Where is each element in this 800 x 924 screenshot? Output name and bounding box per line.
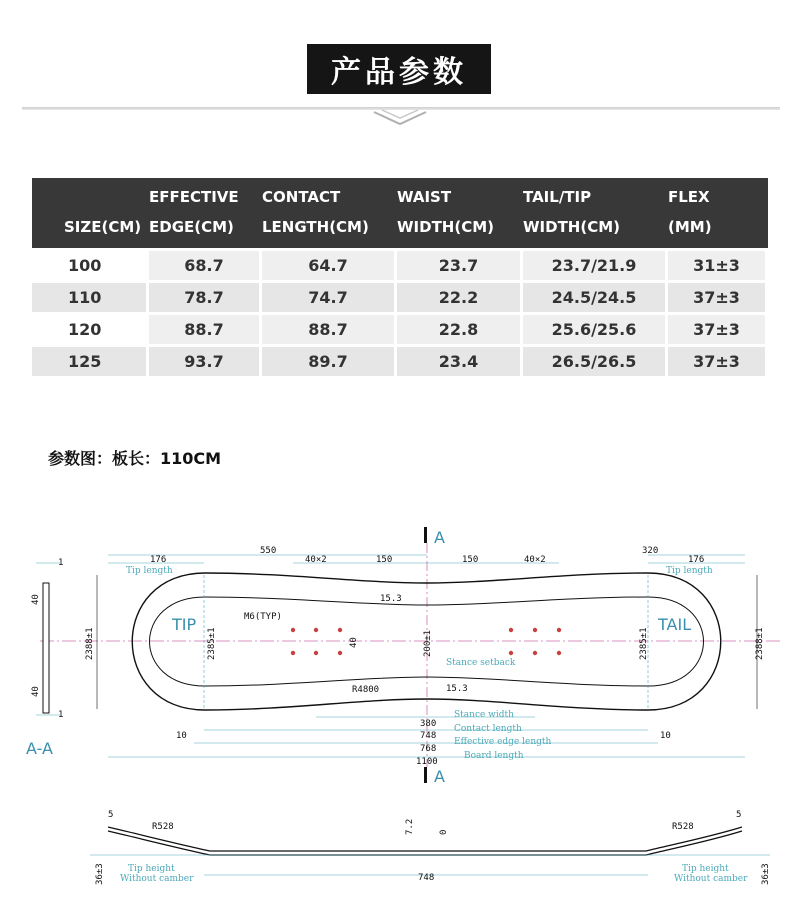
dim-tail-radius: R528 [672, 822, 694, 832]
drawing-subtitle: 参数图：板长：110CM [48, 449, 222, 468]
section-title: 产品参数 [331, 55, 467, 90]
dim-setback-bottom: 15.3 [446, 684, 468, 694]
dim-176-tail: 176 [688, 555, 705, 565]
dim-40x2-left: 40×2 [305, 555, 327, 565]
cell-effective-edge: 88.7 [149, 312, 262, 344]
cell-size: 100 [32, 248, 149, 280]
cell-tail-tip-width: 23.7/21.9 [523, 248, 668, 280]
dim-150-left: 150 [376, 555, 393, 565]
dim-insert-spacing: 40 [349, 637, 359, 648]
table-row [32, 344, 768, 376]
dim-sidecut-radius: R4800 [352, 685, 380, 695]
insert-label: M6(TYP) [244, 612, 282, 622]
table-row [32, 280, 768, 312]
dim-tip-width: 2388±1 [85, 627, 95, 660]
cell-waist-width: 23.7 [397, 248, 523, 280]
tail-label: TAIL [658, 615, 692, 634]
section-mark-bottom [424, 767, 427, 783]
note-contact-length: Contact length [454, 724, 522, 734]
section-title-banner [307, 44, 491, 94]
cell-contact-length: 74.7 [262, 280, 397, 312]
dim-tip-height: 36±3 [95, 863, 105, 885]
side-profile [108, 827, 742, 851]
dim-tail-width: 2388±1 [755, 627, 765, 660]
header-flex: FLEX (MM) [668, 178, 768, 248]
dim-tip-radius: R528 [152, 822, 174, 832]
cell-flex: 31±3 [668, 248, 768, 280]
cell-size: 125 [32, 344, 149, 376]
dim-tail-contact-width: 2385±1 [639, 627, 649, 660]
cross-section-profile [43, 583, 49, 713]
dim-camber-zero: 0 [439, 829, 449, 835]
header-waist-width: WAIST WIDTH(CM) [397, 178, 523, 248]
table-row [32, 248, 768, 280]
dim-tail-thickness: 5 [736, 810, 742, 820]
dim-10-right: 10 [660, 731, 671, 741]
dim-tip-contact-width: 2385±1 [207, 627, 217, 660]
section-label: A-A [26, 739, 53, 758]
dim-768: 768 [420, 744, 437, 754]
note-stance-setback: Stance setback [446, 658, 516, 668]
cell-contact-length: 64.7 [262, 248, 397, 280]
dim-waist-width: 200±1 [423, 629, 433, 657]
dim-550: 550 [260, 546, 277, 556]
dim-tail-height: 36±3 [761, 863, 771, 885]
dim-thickness-bottom: 1 [58, 710, 64, 720]
section-letter-bottom: A [434, 767, 445, 786]
cell-effective-edge: 93.7 [149, 344, 262, 376]
note-tip-height-left: Tip height [128, 864, 175, 874]
dim-1100: 1100 [416, 757, 438, 767]
note-tail-length: Tip length [666, 566, 713, 576]
dim-176-tip: 176 [150, 555, 167, 565]
cell-contact-length: 89.7 [262, 344, 397, 376]
header-contact-length: CONTACT LENGTH(CM) [262, 178, 397, 248]
note-stance-width: Stance width [454, 710, 514, 720]
cell-contact-length: 88.7 [262, 312, 397, 344]
table-header-row [32, 178, 768, 248]
cell-waist-width: 22.2 [397, 280, 523, 312]
dim-40x2-right: 40×2 [524, 555, 546, 565]
header-size: SIZE(CM) [32, 178, 149, 248]
dim-380: 380 [420, 719, 437, 729]
dim-150-right: 150 [462, 555, 479, 565]
header-effective-edge: EFFECTIVE EDGE(CM) [149, 178, 262, 248]
tip-label: TIP [172, 615, 197, 634]
cell-flex: 37±3 [668, 312, 768, 344]
note-tip-height-right: Tip height [682, 864, 729, 874]
dim-edge-bottom: 40 [31, 686, 41, 697]
note-without-camber-right: Without camber [674, 874, 748, 884]
cell-size: 120 [32, 312, 149, 344]
cell-flex: 37±3 [668, 344, 768, 376]
cell-size: 110 [32, 280, 149, 312]
note-tip-length: Tip length [126, 566, 173, 576]
dim-10-left: 10 [176, 731, 187, 741]
cell-effective-edge: 68.7 [149, 248, 262, 280]
cell-tail-tip-width: 25.6/25.6 [523, 312, 668, 344]
board-technical-drawing [0, 505, 800, 900]
dim-tip-thickness: 5 [108, 810, 114, 820]
note-board-length: Board length [464, 751, 524, 761]
dim-748-profile: 748 [418, 873, 435, 883]
dim-thickness-top: 1 [58, 558, 64, 568]
cell-waist-width: 23.4 [397, 344, 523, 376]
dim-edge-top: 40 [31, 594, 41, 605]
cell-waist-width: 22.8 [397, 312, 523, 344]
table-row [32, 312, 768, 344]
section-mark-top [424, 527, 427, 543]
cell-flex: 37±3 [668, 280, 768, 312]
dim-camber: 7.2 [405, 818, 415, 835]
spec-table [32, 178, 768, 376]
cell-tail-tip-width: 26.5/26.5 [523, 344, 668, 376]
chevron-down-icon [372, 108, 428, 130]
note-without-camber-left: Without camber [120, 874, 194, 884]
cell-tail-tip-width: 24.5/24.5 [523, 280, 668, 312]
cell-effective-edge: 78.7 [149, 280, 262, 312]
header-tail-tip-width: TAIL/TIP WIDTH(CM) [523, 178, 668, 248]
dim-setback-top: 15.3 [380, 594, 402, 604]
section-letter-top: A [434, 528, 445, 547]
note-effective-edge: Effective edge length [454, 737, 552, 747]
dim-320: 320 [642, 546, 659, 556]
dim-748: 748 [420, 731, 437, 741]
